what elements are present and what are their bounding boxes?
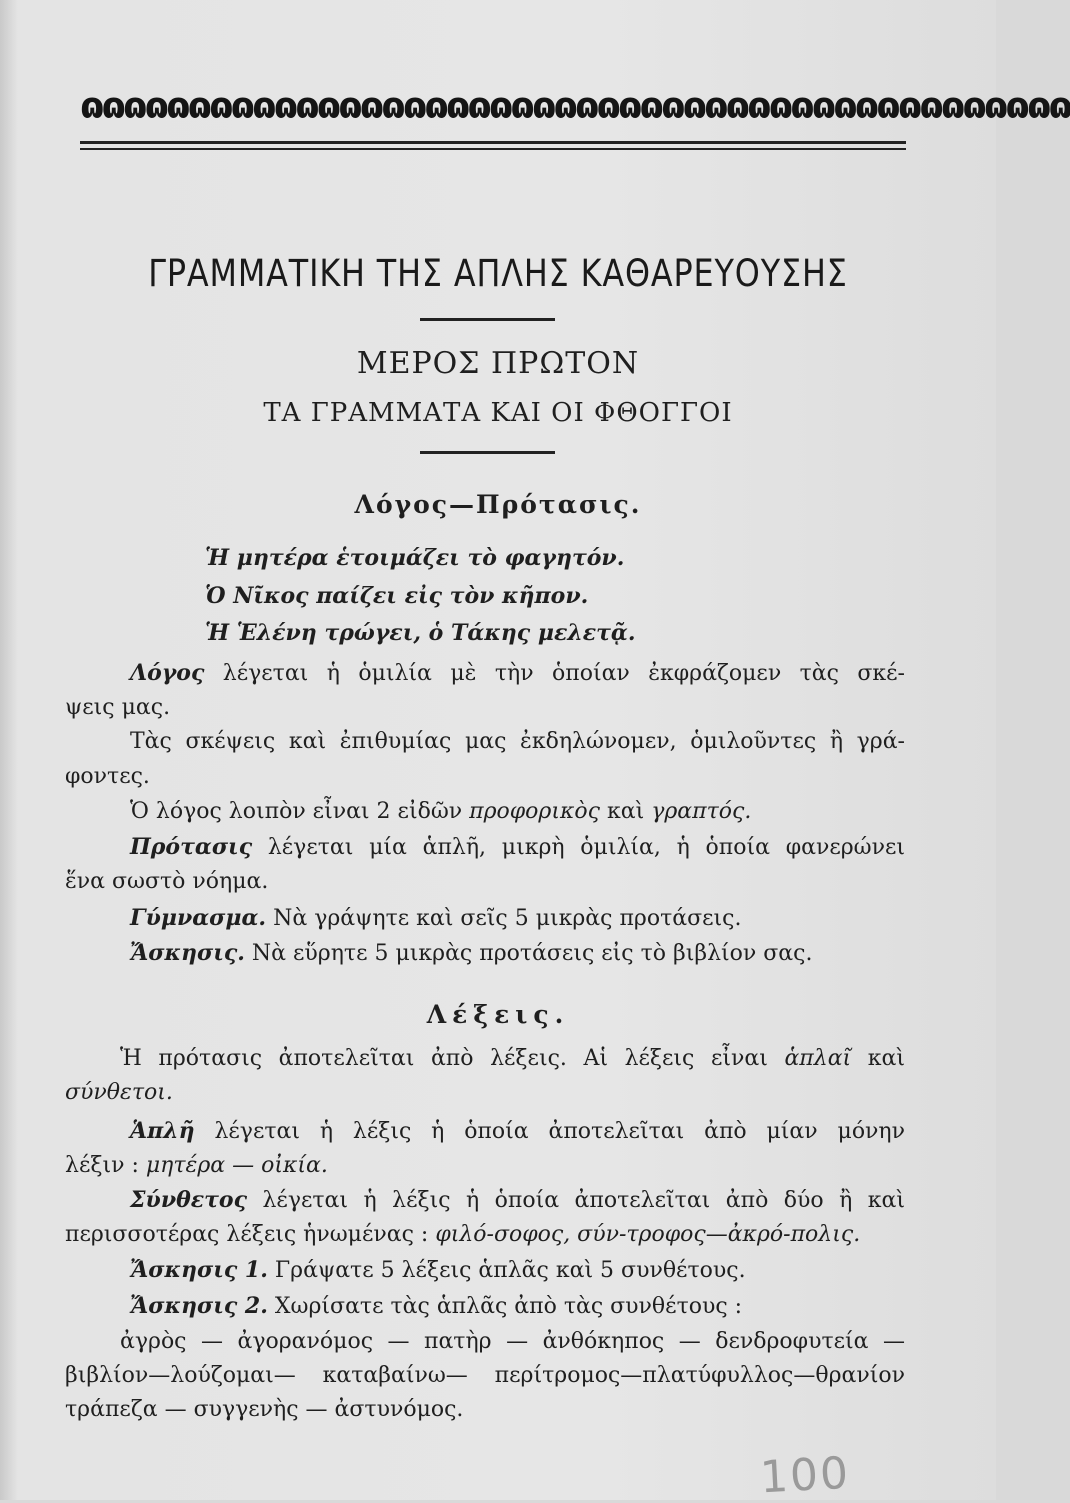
paragraph-logos: Λόγος λέγεται ἡ ὁμιλία μὲ τὴν ὁποίαν ἐκφράζομεν τὰς σκέ- xyxy=(130,660,905,686)
exercise-gymnasma: Γύμνασμα. Νὰ γράψητε καὶ σεῖς 5 μικρὰς προτάσεις. xyxy=(130,905,742,931)
example-sentence: Ὁ Νῖκος παίζει εἰς τὸν κῆπον. xyxy=(205,583,589,609)
ornament-rule-bottom xyxy=(80,148,906,150)
exercise-askisis: Ἄσκησις. Νὰ εὕρητε 5 μικρὰς προτάσεις εἰς τὸ βιβλίον σας. xyxy=(130,940,813,966)
term-compound: Σύνθετος xyxy=(130,1187,248,1213)
book-title: ΓΡΑΜΜΑΤΙΚΗ ΤΗΣ ΑΠΛΗΣ ΚΑΘΑΡΕΥΟΥΣΗΣ xyxy=(148,252,848,295)
word-list-line: βιβλίον—λούζομαι— καταβαίνω— περίτρομος—πλατύφυλλος—θρανίον xyxy=(65,1363,905,1388)
example-sentence: Ἡ μητέρα ἑτοιμάζει τὸ φαγητόν. xyxy=(205,545,625,571)
paragraph-thoughts: Τὰς σκέψεις καὶ ἐπιθυμίας μας ἐκδηλώνομεν, ὁμιλοῦντες ἢ γρά- xyxy=(130,729,905,754)
paragraph-compound-cont: περισσοτέρας λέξεις ἡνωμένας : φιλό-σοφος, σύν-τροφος—ἀκρό-πολις. xyxy=(65,1222,861,1247)
section-heading-logos: Λόγος—Πρότασις. xyxy=(354,490,642,519)
term-logos: Λόγος xyxy=(130,660,205,686)
handwritten-page-number: 100 xyxy=(758,1447,852,1503)
chapter-divider xyxy=(420,451,555,454)
exercise-2: Ἄσκησις 2. Χωρίσατε τὰς ἁπλᾶς ἀπὸ τὰς συνθέτους : xyxy=(130,1293,743,1319)
part-heading: ΜΕΡΟΣ ΠΡΩΤΟΝ xyxy=(356,346,640,381)
chapter-heading: ΤΑ ΓΡΑΜΜΑΤΑ ΚΑΙ ΟΙ ΦΘΟΓΓΟΙ xyxy=(263,398,733,428)
title-divider xyxy=(420,318,555,321)
paragraph-thoughts-cont: φοντες. xyxy=(65,764,150,789)
paragraph-protasis: Πρότασις λέγεται μία ἁπλῆ, μικρὴ ὁμιλία, ἡ ὁποία φανερώνει xyxy=(130,834,905,860)
ornamental-border: ɷɷɷɷɷɷɷɷɷɷɷɷɷɷɷɷɷɷɷɷɷɷɷɷɷɷɷɷɷɷɷɷɷɷɷɷɷɷɷɷɷɷɷɷɷɷ xyxy=(80,86,1070,127)
paragraph-protasis-cont: ἕνα σωστὸ νόημα. xyxy=(65,869,269,894)
paragraph-simple-cont: λέξιν : μητέρα — οἰκία. xyxy=(65,1153,328,1178)
example-sentence: Ἡ Ἑλένη τρώγει, ὁ Τάκης μελετᾷ. xyxy=(205,620,636,646)
paragraph-kinds: Ὁ λόγος λοιπὸν εἶναι 2 εἰδῶν προφορικὸς καὶ γραπτός. xyxy=(130,799,752,824)
paragraph-simple: Ἁπλῆ λέγεται ἡ λέξις ἡ ὁποία ἀποτελεῖται ἀπὸ μίαν μόνην xyxy=(130,1118,905,1144)
term-protasis: Πρότασις xyxy=(130,834,253,860)
ornament-rule-top xyxy=(80,141,906,144)
paragraph-logos-cont: ψεις μας. xyxy=(65,695,171,720)
paragraph-intro: Ἡ πρότασις ἀποτελεῖται ἀπὸ λέξεις. Αἱ λέξεις εἶναι ἁπλαῖ καὶ xyxy=(120,1046,906,1071)
paragraph-compound: Σύνθετος λέγεται ἡ λέξις ἡ ὁποία ἀποτελεῖται ἀπὸ δύο ἢ καὶ xyxy=(130,1187,905,1213)
word-list-line: ἀγρὸς — ἀγορανόμος — πατὴρ — ἀνθόκηπος — δενδροφυτεία — xyxy=(120,1329,905,1354)
word-list-line: τράπεζα — συγγενὴς — ἀστυνόμος. xyxy=(65,1397,464,1422)
term-simple: Ἁπλῆ xyxy=(130,1118,195,1144)
section-heading-lexeis: Λέξεις. xyxy=(426,1000,570,1029)
paragraph-intro-cont: σύνθετοι. xyxy=(65,1080,173,1105)
exercise-1: Ἄσκησις 1. Γράψατε 5 λέξεις ἁπλᾶς καὶ 5 συνθέτους. xyxy=(130,1257,746,1283)
